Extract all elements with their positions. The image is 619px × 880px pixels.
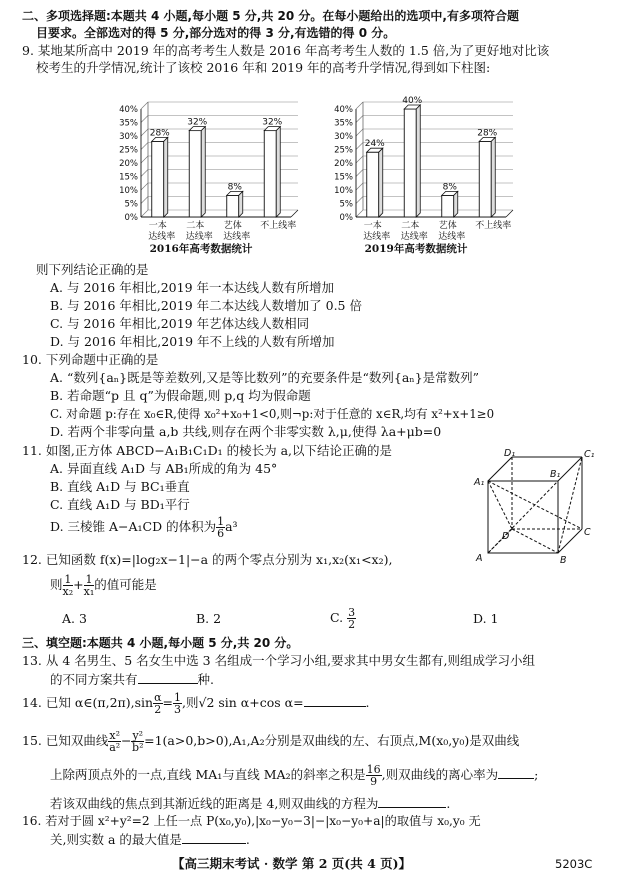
y-tick-label: 20% [119,159,138,169]
answer-blank [182,831,246,844]
gridline [356,210,363,217]
gridline [141,156,148,163]
q9-option-b: B. 与 2016 年相比,2019 年二本达线人数增加了 0.5 倍 [50,298,362,313]
x-tick-label: 不上线率 [475,221,512,231]
gridline [356,156,363,163]
q9-prompt: 则下列结论正确的是 [36,262,149,277]
q12-expression: 则 $\frac{1}{\text{x₂}}$ + $\frac{1}{\text{x₁}}$ 的值可能是 [50,573,157,598]
y-tick-label: 40% [334,105,353,115]
x-tick-label: 艺体 [438,221,457,231]
y-tick-label: 5% [124,199,138,210]
bar [442,195,454,217]
data-label: 28% [477,128,498,139]
y-tick-label: 30% [119,132,138,142]
q11-option-a: A. 异面直线 A₁D 与 AB₁所成的角为 45° [50,461,278,476]
bar-side [379,148,383,217]
cube-vertex-label: D [502,531,510,542]
answer-blank [498,766,534,779]
bar-side [491,137,495,217]
y-tick-label: 0% [124,213,138,223]
q11-option-c: C. 直线 A₁D 与 BD₁平行 [50,497,190,512]
bar-side [416,105,420,217]
y-tick-label: 5% [339,199,353,210]
data-label: 32% [262,117,283,128]
answer-blank [138,671,198,684]
y-tick-label: 0% [339,213,353,223]
section3-heading: 三、填空题:本题共 4 小题,每小题 5 分,共 20 分。 [22,636,299,650]
y-tick-label: 15% [119,172,138,183]
gridline [141,170,148,177]
y-tick-label: 35% [334,118,353,129]
q12-option-d: D. 1 [473,611,499,626]
gridline [356,129,363,136]
gridline [141,143,148,150]
q9-option-c: C. 与 2016 年相比,2019 年艺体达线人数相同 [50,316,310,331]
x-tick-label: 达线率 [438,232,466,242]
gridline [141,197,148,204]
bar [189,131,201,217]
q10-option-b: B. 若命题“p 且 q”为假命题,则 p,q 均为假命题 [50,388,311,403]
bar [152,141,164,217]
floor-edge [291,210,298,217]
q10-option-c: C. 对命题 p:存在 x₀∈R,使得 x₀²+x₀+1<0,则¬p:对于任意的 x∈R,均有 x²+x+1≥0 [50,407,495,421]
bar [479,141,491,217]
bar-side [164,137,168,217]
x-tick-label: 艺体 [223,221,242,231]
y-tick-label: 35% [119,118,138,129]
bar-side [276,127,280,217]
cube-vertex-label: A₁ [474,477,485,488]
x-tick-label: 达线率 [148,232,176,242]
bar [404,109,416,217]
gridline [141,116,148,123]
q10-option-d: D. 若两个非零向量 a,b 共线,则存在两个非零实数 λ,μ,使得 λa+μb=0 [50,424,442,439]
gridline [141,210,148,217]
q16-line1: 16. 若对于圆 x²+y²=2 上任一点 P(x₀,y₀),|x₀−y₀−3|−|x₀−y₀+a|的取值与 x₀,y₀ 无 [22,814,481,828]
y-tick-label: 10% [119,186,138,196]
y-tick-label: 10% [334,186,353,196]
x-tick-label: 一本 [363,221,382,231]
page-footer: 【高三期末考试 · 数学 第 2 页(共 4 页)】 [172,856,412,871]
section-heading-cont: 目要求。全部选对的得 5 分,部分选对的得 3 分,有选错的得 0 分。 [36,26,396,40]
q14-line: 14. 已知 α∈(π,2π),sin $\frac{\alpha}{2}$ = $\frac{1}{3}$ ,则√2 sin α+cos α= . [22,691,370,716]
q12-option-a: A. 3 [62,611,87,626]
chart-title: 2016年高考数据统计 [149,243,253,255]
bar [227,195,239,217]
x-tick-label: 达线率 [363,232,391,242]
gridline [356,116,363,123]
data-label: 32% [187,117,208,128]
q15-line1: 15. 已知双曲线 $\frac{\text{x²}}{\text{a²}}$ − $\frac{\text{y²}}{\text{b²}}$ =1(a>0,b>0),A₁,A₂分别是双曲线的左、右顶点,M(x₀,y₀)是双曲线 [22,729,520,754]
chart-2019 [320,85,520,260]
x-tick-label: 二本 [186,221,205,231]
gridline [141,183,148,190]
x-tick-label: 达线率 [185,232,213,242]
gridline [356,102,363,109]
q10-stem: 10. 下列命题中正确的是 [22,352,159,367]
gridline [356,170,363,177]
gridline [356,143,363,150]
q11-stem: 11. 如图,正方体 ABCD−A₁B₁C₁D₁ 的棱长为 a,以下结论正确的是 [22,443,393,458]
bar-side [454,191,458,217]
gridline [141,102,148,109]
q13-line2: 的不同方案共有 种. [50,672,214,687]
q9-option-a: A. 与 2016 年相比,2019 年一本达线人数有所增加 [50,280,334,295]
answer-blank [304,694,366,707]
cube-vertex-label: B₁ [550,469,561,480]
q11-option-b: B. 直线 A₁D 与 BC₁垂直 [50,479,190,494]
chart-2016 [105,85,305,260]
data-label: 40% [402,96,423,106]
bar-side [239,191,243,217]
bar-side [201,127,205,217]
q12-option-b: B. 2 [196,611,222,626]
data-label: 8% [227,182,242,193]
data-label: 24% [364,139,385,150]
y-tick-label: 25% [119,145,138,156]
x-tick-label: 达线率 [223,232,251,242]
cube-vertex-label: C₁ [584,449,595,460]
q11-option-d: D. 三棱锥 A−A₁CD 的体积为 $\frac{1}{6}$ a³ [50,515,238,540]
floor-edge [506,210,513,217]
q12-option-c: C. $\frac{3}{2}$ [330,606,356,631]
x-tick-label: 二本 [401,221,420,231]
data-label: 28% [149,128,170,139]
cube-figure [470,447,600,572]
x-tick-label: 达线率 [400,232,428,242]
y-tick-label: 30% [334,132,353,142]
cube-vertex-label: D₁ [504,448,516,459]
bar [367,152,379,217]
cube-vertex-label: C [584,527,591,538]
data-label: 8% [442,182,457,193]
y-tick-label: 15% [334,172,353,183]
bar [264,131,276,217]
y-tick-label: 20% [334,159,353,169]
q13-line1: 13. 从 4 名男生、5 名女生中选 3 名组成一个学习小组,要求其中男女生都有,则组成学习小组 [22,653,536,668]
q9-option-d: D. 与 2016 年相比,2019 年不上线的人数有所增加 [50,334,335,349]
y-tick-label: 40% [119,105,138,115]
cube-vertex-label: B [560,555,567,566]
x-tick-label: 不上线率 [260,221,297,231]
chart-title: 2019年高考数据统计 [364,243,468,255]
q12-stem: 12. 已知函数 f(x)=|log₂x−1|−a 的两个零点分别为 x₁,x₂(x₁<x₂), [22,552,393,567]
q16-line2: 关,则实数 a 的最大值是 . [50,832,250,847]
gridline [356,183,363,190]
x-tick-label: 一本 [148,221,167,231]
q9-line2: 校考生的升学情况,统计了该校 2016 年和 2019 年的高考升学情况,得到如下柱图: [36,60,491,75]
y-tick-label: 25% [334,145,353,156]
q9-line1: 9. 某地某所高中 2019 年的高考考生人数是 2016 年高考考生人数的 1.5 倍,为了更好地对比该 [22,43,550,58]
q15-line2: 上除两顶点外的一点,直线 MA₁与直线 MA₂的斜率之积是 $\frac{16}{9}$ ,则双曲线的离心率为 ; [50,763,539,788]
answer-blank [378,795,446,808]
gridline [356,197,363,204]
fraction: $\frac{1}{6}$ [217,515,225,540]
section-heading: 二、多项选择题:本题共 4 小题,每小题 5 分,共 20 分。在每小题给出的选项中,有多项符合题 [22,9,519,23]
exam-code: 5203C [555,857,593,871]
cube-vertex-label: A [476,553,483,564]
q10-option-a: A. “数列{aₙ}既是等差数列,又是等比数列”的充要条件是“数列{aₙ}是常数列” [50,370,480,385]
gridline [141,129,148,136]
q15-line3: 若该双曲线的焦点到其渐近线的距离是 4,则双曲线的方程为 . [50,796,451,811]
